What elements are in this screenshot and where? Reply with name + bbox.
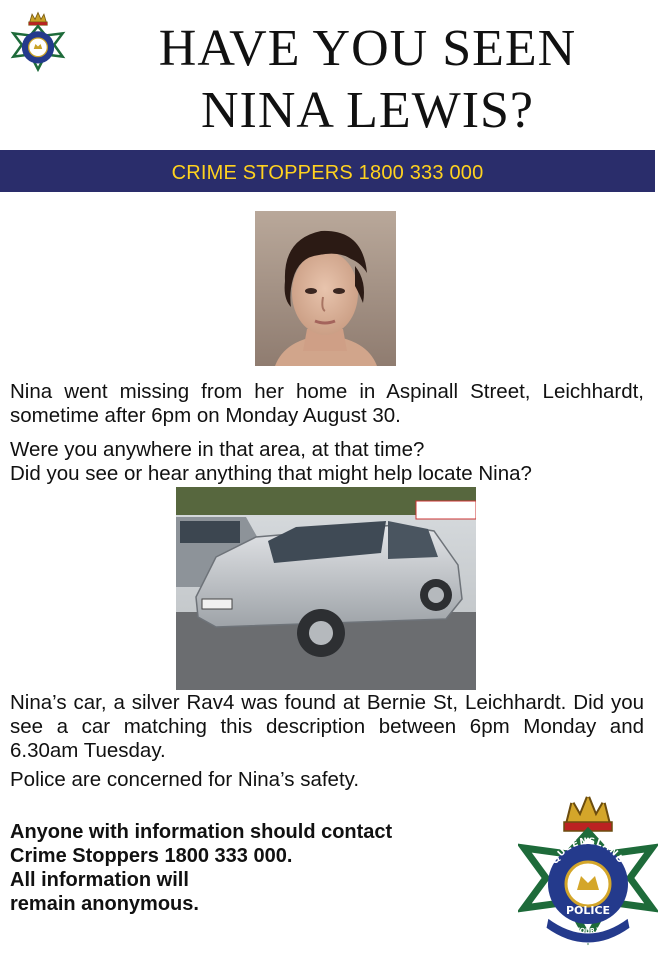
crime-stoppers-banner <box>0 150 655 192</box>
police-badge-small <box>8 10 68 80</box>
badge-motto: ITH HONOUR WE SER <box>550 914 624 936</box>
car-photo <box>176 487 476 690</box>
contact-line-1: Anyone with information should contact <box>10 821 393 843</box>
contact-line-2: Crime Stoppers 1800 333 000. <box>10 845 293 867</box>
police-badge-large <box>518 788 658 953</box>
headline-line-2: NINA LEWIS? <box>200 82 535 139</box>
crown-icon <box>29 13 48 26</box>
question-2: Did you see or hear anything that might help locate Nina? <box>10 462 532 485</box>
description-paragraph: Nina went missing from her home in Aspinall Street, Leichhardt, sometime after 6pm on Monday August 30. <box>10 380 644 427</box>
contact-line-4: remain anonymous. <box>10 893 199 915</box>
car-description: Nina’s car, a silver Rav4 was found at Bernie St, Leichhardt. Did you see a car matching this description between 6pm Monday and 6.30am Tuesday. <box>10 691 644 762</box>
contact-line-3: All information will <box>10 869 189 891</box>
banner-text: CRIME STOPPERS 1800 333 000 <box>171 162 484 184</box>
headline <box>80 18 655 142</box>
safety-concern: Police are concerned for Nina’s safety. <box>10 768 360 791</box>
question-1: Were you anywhere in that area, at that time? <box>10 438 425 461</box>
badge-text-top: QUEENSLAND <box>550 836 626 866</box>
crown-icon <box>564 791 612 831</box>
contact-info <box>10 820 510 916</box>
missing-person-photo <box>255 211 396 366</box>
badge-text-bottom: POLICE <box>565 904 611 917</box>
headline-line-1: HAVE YOU SEEN <box>158 20 577 77</box>
